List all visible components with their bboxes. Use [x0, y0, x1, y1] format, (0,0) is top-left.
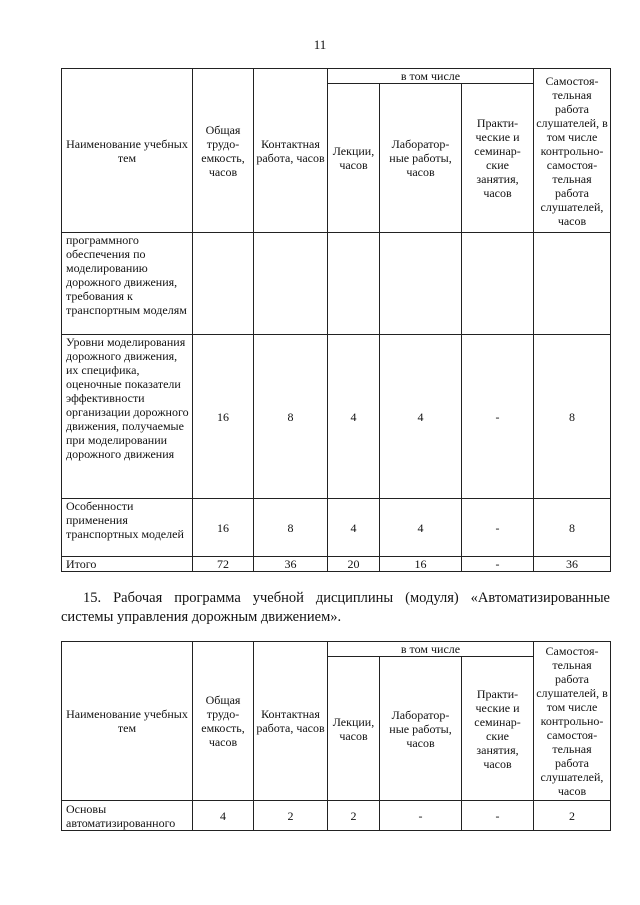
header-topic-name: Наименование учебных тем: [62, 642, 193, 801]
cell-labs: [380, 233, 462, 335]
total-contact: 36: [254, 557, 328, 572]
total-label: Итого: [62, 557, 193, 572]
header-contact-hours: Контактная работа, часов: [254, 642, 328, 801]
header-including: в том числе: [328, 642, 534, 657]
study-plan-table-2: [61, 641, 611, 831]
header-lectures: Лекции, часов: [328, 657, 380, 801]
cell-self: 2: [534, 801, 611, 831]
study-plan-table-1: [61, 68, 611, 572]
topic-name: Основы автоматизированного: [62, 801, 193, 831]
total-lectures: 20: [328, 557, 380, 572]
topic-name: программного обеспечения по моделированию дорожного движения, требования к транспортным моделям: [62, 233, 193, 335]
section-heading-paragraph: [61, 589, 610, 627]
header-self-study: Самостоя-тельная работа слушателей, в том числе контрольно-самостоя-тельная работа слушателей, часов: [534, 642, 611, 801]
cell-total: 16: [193, 499, 254, 557]
table-row: [62, 499, 611, 557]
cell-self: [534, 233, 611, 335]
total-practical: -: [462, 557, 534, 572]
cell-self: 8: [534, 335, 611, 499]
header-contact-hours: Контактная работа, часов: [254, 69, 328, 233]
total-total: 72: [193, 557, 254, 572]
total-labs: 16: [380, 557, 462, 572]
header-labs: Лаборатор-ные работы, часов: [380, 84, 462, 233]
cell-total: 4: [193, 801, 254, 831]
paragraph-text: 15. Рабочая программа учебной дисциплины (модуля) «Автоматизированные системы управления дорожным движением».: [61, 590, 610, 625]
cell-self: 8: [534, 499, 611, 557]
header-topic-name: Наименование учебных тем: [62, 69, 193, 233]
cell-practical: -: [462, 499, 534, 557]
table-row: [62, 801, 611, 831]
cell-total: [193, 233, 254, 335]
cell-practical: -: [462, 335, 534, 499]
header-practical: Практи-ческие и семинар-ские занятия, часов: [462, 84, 534, 233]
table-row: [62, 233, 611, 335]
header-including: в том числе: [328, 69, 534, 84]
page-number: 11: [313, 37, 327, 52]
table-row: [62, 335, 611, 499]
cell-labs: 4: [380, 335, 462, 499]
cell-labs: 4: [380, 499, 462, 557]
cell-contact: 8: [254, 335, 328, 499]
header-total-hours: Общая трудо-емкость, часов: [193, 69, 254, 233]
header-lectures: Лекции, часов: [328, 84, 380, 233]
cell-lectures: [328, 233, 380, 335]
cell-contact: [254, 233, 328, 335]
header-practical: Практи-ческие и семинар-ские занятия, часов: [462, 657, 534, 801]
topic-name: Особенности применения транспортных моделей: [62, 499, 193, 557]
total-self: 36: [534, 557, 611, 572]
header-labs: Лаборатор-ные работы, часов: [380, 657, 462, 801]
cell-lectures: 4: [328, 335, 380, 499]
cell-lectures: 4: [328, 499, 380, 557]
cell-lectures: 2: [328, 801, 380, 831]
header-self-study: Самостоя-тельная работа слушателей, в том числе контрольно-самостоя-тельная работа слушателей, часов: [534, 69, 611, 233]
cell-contact: 2: [254, 801, 328, 831]
header-total-hours: Общая трудо-емкость, часов: [193, 642, 254, 801]
cell-practical: [462, 233, 534, 335]
total-row: [62, 557, 611, 572]
cell-total: 16: [193, 335, 254, 499]
cell-practical: -: [462, 801, 534, 831]
cell-contact: 8: [254, 499, 328, 557]
cell-labs: -: [380, 801, 462, 831]
topic-name: Уровни моделирования дорожного движения, их специфика, оценочные показатели эффективности организации дорожного движения, получаемые при моделировании дорожного движения: [62, 335, 193, 499]
